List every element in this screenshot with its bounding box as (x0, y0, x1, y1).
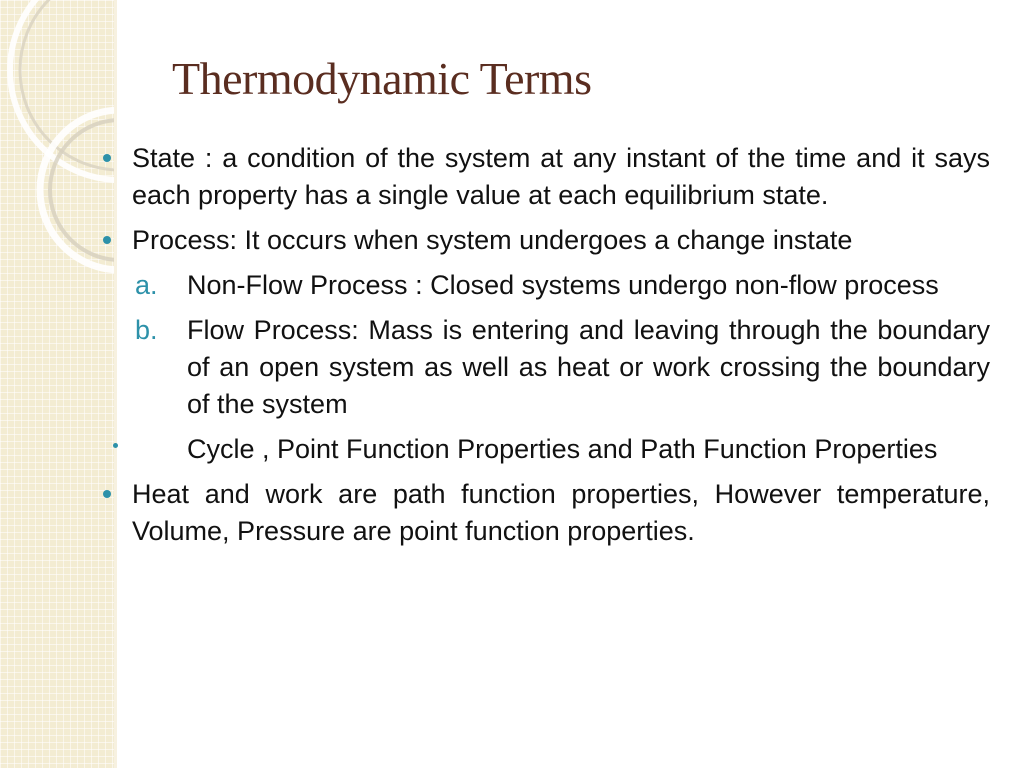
subitem-flow-process (98, 312, 990, 423)
bullet-dot-icon (113, 443, 118, 448)
bullet-state (98, 140, 990, 214)
bullet-dot-icon (103, 236, 111, 244)
subitem-text: Non-Flow Process : Closed systems undergo non-flow process (187, 270, 939, 300)
slide-title: Thermodynamic Terms (172, 53, 592, 104)
bullet-text: State : a condition of the system at any instant of the time and it says each property has a single value at each equilibrium state. (132, 143, 990, 210)
bullet-dot-icon (103, 154, 111, 162)
bullet-process (98, 222, 990, 259)
bullet-heat-work (98, 476, 990, 550)
slide-content (98, 140, 990, 558)
bullet-cycle (98, 431, 990, 468)
list-marker: a. (135, 270, 158, 300)
list-marker: b. (135, 315, 158, 345)
bullet-text: Process: It occurs when system undergoes a change instate (132, 225, 853, 255)
bullet-text: Heat and work are path function properties, However temperature, Volume, Pressure are point function properties. (132, 479, 990, 546)
decorative-rings (0, 0, 114, 768)
bullet-dot-icon (103, 490, 111, 498)
subitem-text: Flow Process: Mass is entering and leaving through the boundary of an open system as well as heat or work crossing the boundary of the system (187, 315, 990, 419)
subitem-non-flow-process (98, 267, 990, 304)
bullet-text: Cycle , Point Function Properties and Path Function Properties (187, 434, 938, 464)
